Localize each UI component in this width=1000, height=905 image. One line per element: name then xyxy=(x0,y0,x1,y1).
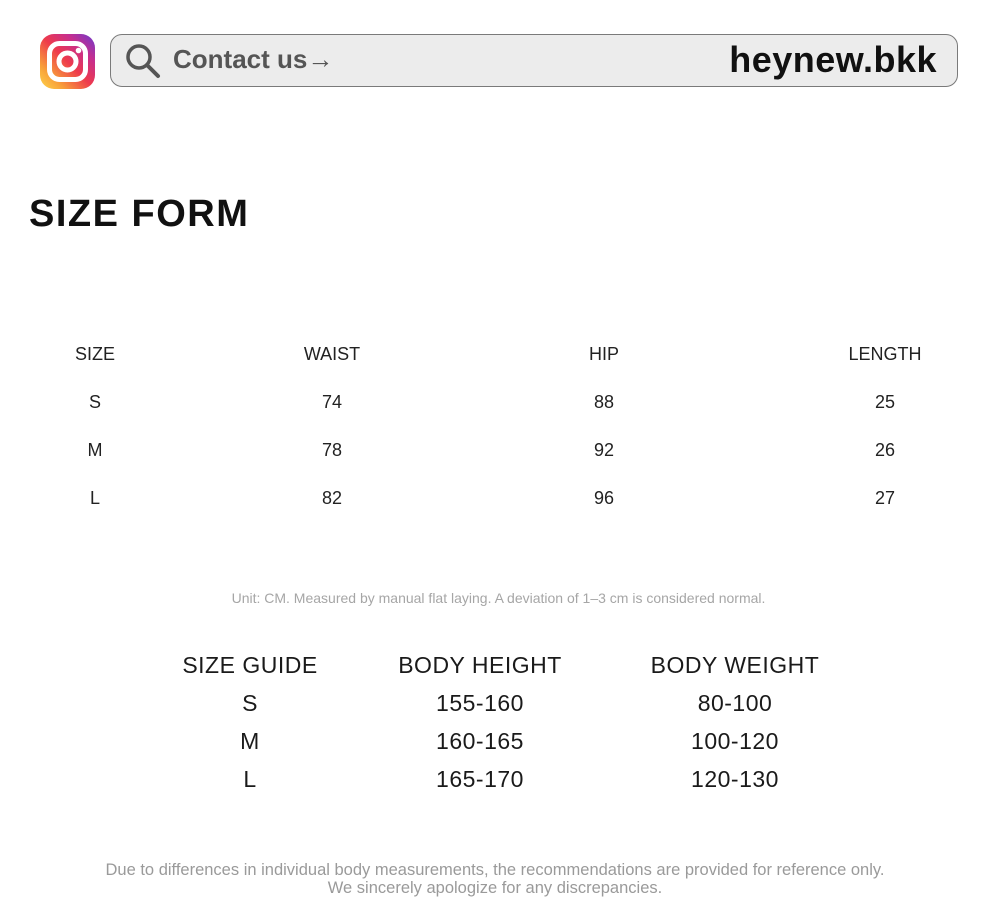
guide-row xyxy=(0,686,1000,724)
table-header-row xyxy=(0,338,1000,386)
header-hip: HIP xyxy=(588,344,619,364)
instagram-icon[interactable] xyxy=(40,34,95,89)
guide-row xyxy=(0,762,1000,800)
table-row xyxy=(0,386,1000,434)
guide-cell: 155-160 xyxy=(436,690,524,716)
page-title: SIZE FORM xyxy=(29,193,250,235)
header-length: LENGTH xyxy=(848,344,922,364)
guide-cell: 100-120 xyxy=(691,728,779,754)
header-body-height: BODY HEIGHT xyxy=(398,652,562,678)
instagram-handle: heynew.bkk xyxy=(729,39,937,80)
table-cell: 96 xyxy=(593,488,615,508)
guide-cell: 165-170 xyxy=(436,766,524,792)
guide-cell: L xyxy=(243,766,257,792)
table-cell: 27 xyxy=(874,488,896,508)
size-measurement-table xyxy=(0,338,1000,530)
header-waist: WAIST xyxy=(303,344,361,364)
guide-cell: 160-165 xyxy=(436,728,524,754)
search-icon xyxy=(123,41,163,81)
guide-cell: M xyxy=(240,728,260,754)
disclaimer-text: Due to differences in individual body measurements, the recommendations are provided for reference only. We sincerely apologize for any discrepancies. xyxy=(105,861,885,897)
table-cell: 82 xyxy=(321,488,343,508)
unit-note: Unit: CM. Measured by manual flat laying. A deviation of 1–3 cm is considered normal. xyxy=(231,590,766,606)
table-cell: 78 xyxy=(321,440,343,460)
table-cell: 92 xyxy=(593,440,615,460)
size-guide-table xyxy=(0,648,1000,800)
table-cell: S xyxy=(88,392,101,412)
contact-search-bar[interactable] xyxy=(110,34,958,87)
table-cell: M xyxy=(87,440,103,460)
contact-us-label: Contact us→ xyxy=(173,44,334,74)
header-size: SIZE xyxy=(74,344,115,364)
table-cell: 74 xyxy=(321,392,343,412)
guide-cell: 120-130 xyxy=(691,766,779,792)
table-row xyxy=(0,482,1000,530)
table-row xyxy=(0,434,1000,482)
guide-cell: S xyxy=(242,690,258,716)
header-body-weight: BODY WEIGHT xyxy=(650,652,820,678)
table-cell: L xyxy=(89,488,100,508)
header-size-guide: SIZE GUIDE xyxy=(182,652,318,678)
guide-cell: 80-100 xyxy=(697,690,773,716)
table-cell: 25 xyxy=(874,392,896,412)
table-cell: 26 xyxy=(874,440,896,460)
guide-row xyxy=(0,724,1000,762)
table-cell: 88 xyxy=(593,392,615,412)
guide-header-row xyxy=(0,648,1000,686)
